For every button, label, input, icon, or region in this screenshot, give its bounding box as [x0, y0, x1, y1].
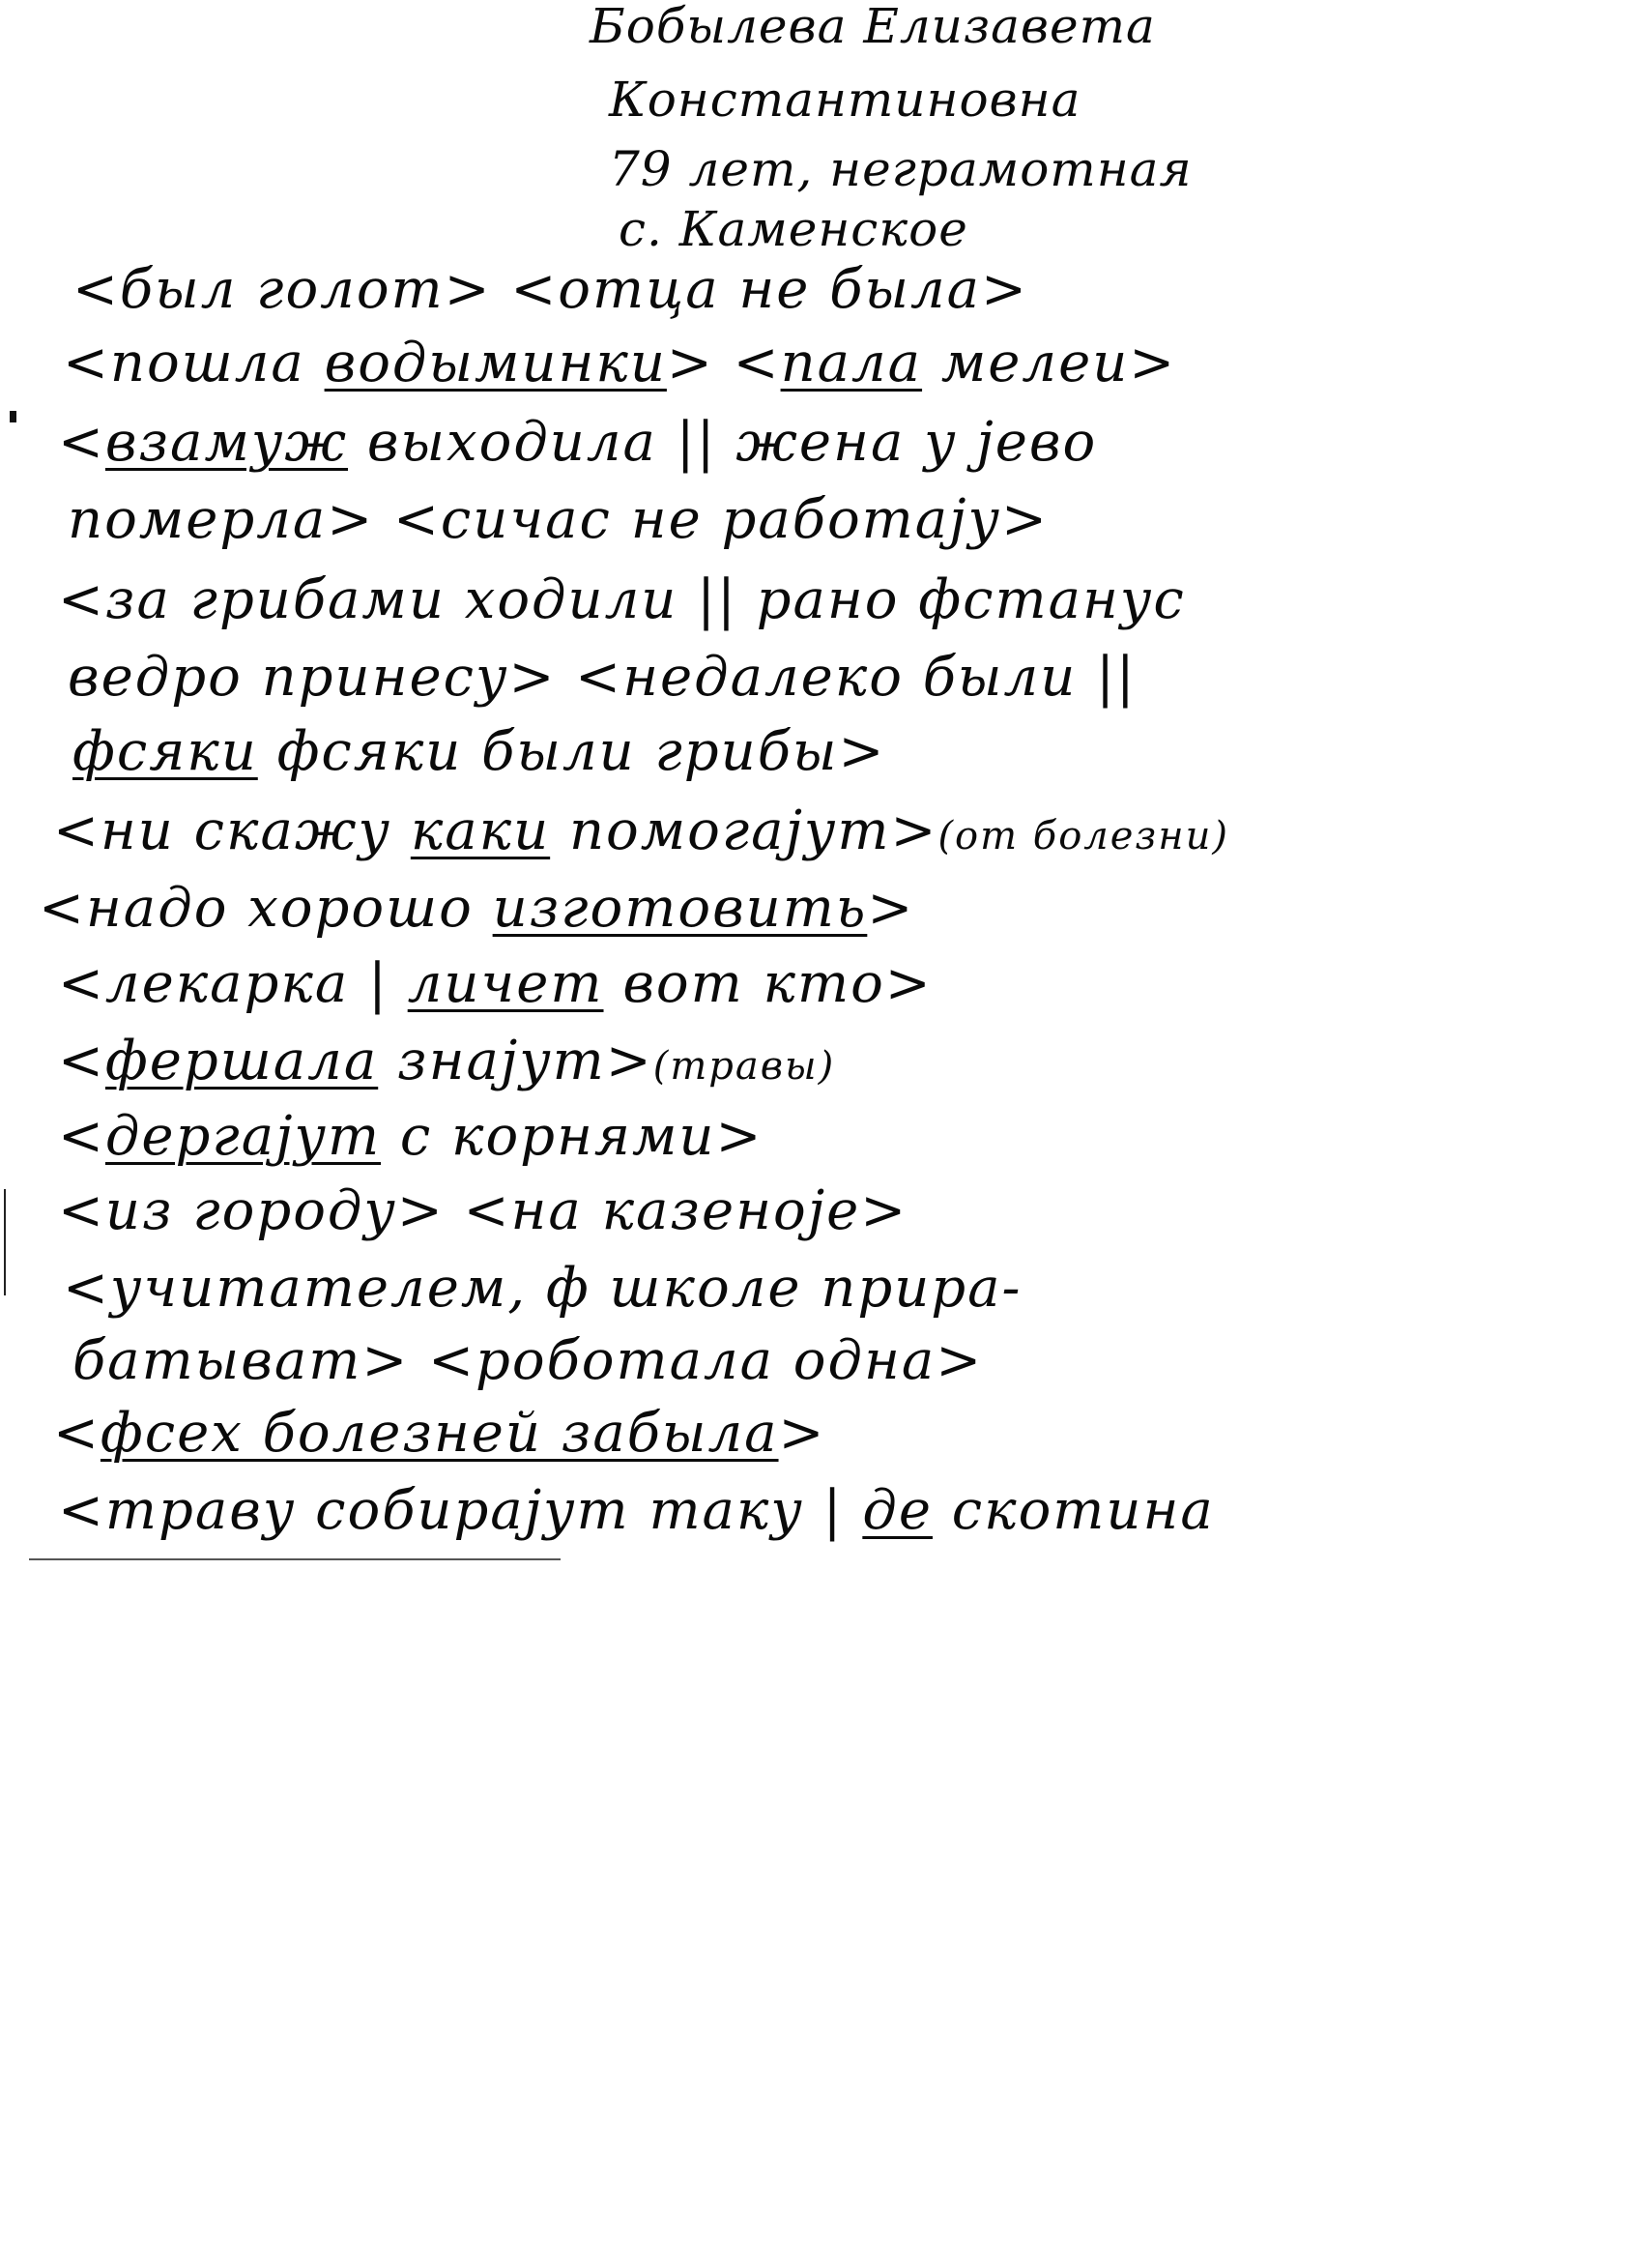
transcript-line-14: <учитателем, ф школе пpира-: [63, 1257, 1023, 1320]
transcript-line-12: <дергајут с корнями>: [58, 1105, 764, 1168]
informant-patronymic: Константиновна: [609, 72, 1081, 128]
scan-edge-line: [4, 1189, 6, 1295]
informant-village: с. Каменское: [619, 201, 968, 257]
transcript-line-6: ведро принесу> <недалеко были ||: [68, 646, 1137, 709]
transcript-line-13: <из городу> <на казеноје>: [58, 1179, 908, 1242]
margin-note: (от болезни): [937, 814, 1229, 858]
transcript-line-2: <пошла водыминки> <пала мелеи>: [63, 332, 1177, 394]
transcript-text: <был голот> <отца не была>: [72, 258, 1028, 321]
transcript-line-15: батыват> <роботала одна>: [72, 1329, 984, 1392]
transcript-line-16: <фсех болезней забыла>: [53, 1402, 826, 1465]
transcript-line-5: <за грибами ходили || рано фстанус: [58, 568, 1186, 631]
transcript-line-1: [72, 258, 1028, 321]
informant-name: Бобылева Елизавета: [590, 0, 1156, 54]
scan-mark: [10, 411, 16, 422]
transcript-line-4: померла> <сичас не работају>: [68, 488, 1049, 551]
margin-note: (травы): [652, 1044, 836, 1089]
transcript-line-11: <фершала знајут>(травы): [58, 1030, 836, 1092]
transcript-line-10: <лекарка | личет вот кто>: [58, 952, 933, 1015]
bottom-rule: [29, 1558, 561, 1560]
transcript-line-9: <надо хорошо изготовить>: [39, 877, 915, 940]
transcript-line-3: <взамуж выходила || жена у јево: [58, 411, 1098, 474]
transcript-line-7: фсяки фсяки были грибы>: [72, 720, 886, 783]
informant-age: 79 лет, неграмотная: [609, 141, 1193, 197]
transcript-line-17: <траву собирајут таку | де скотина: [58, 1479, 1215, 1542]
transcript-line-8: <ни скажу каки помогајут>(от болезни): [53, 800, 1229, 862]
